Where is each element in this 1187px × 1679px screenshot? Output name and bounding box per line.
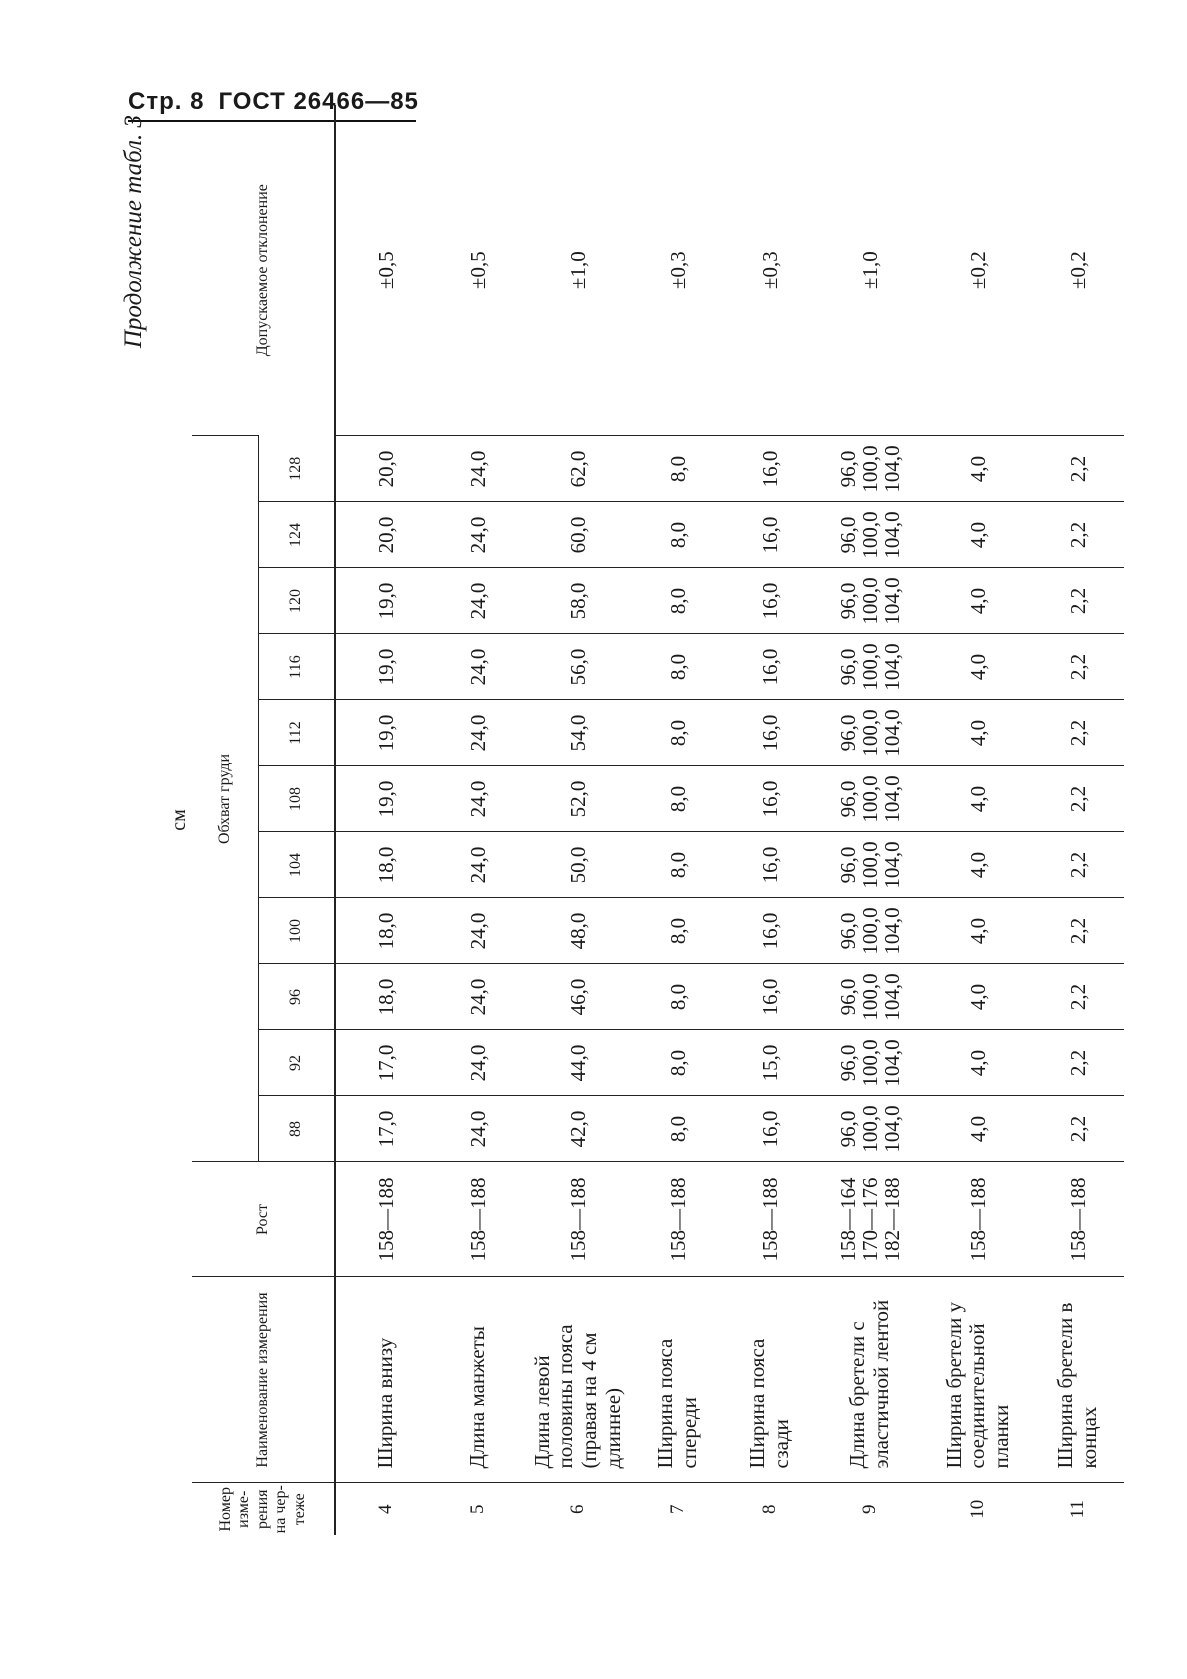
chest-value: 24,0 xyxy=(432,964,524,1030)
chest-size-header: 112 xyxy=(259,700,336,766)
chest-value: 96,0 100,0 104,0 xyxy=(816,766,924,832)
growth-range: 158—188 xyxy=(524,1162,632,1277)
table-row xyxy=(432,105,524,1535)
chest-value: 96,0 100,0 104,0 xyxy=(816,1096,924,1162)
chest-value: 19,0 xyxy=(335,766,432,832)
measurement-name: Ширина внизу xyxy=(335,1277,432,1483)
col-header-deviation: Допускаемое отклонение xyxy=(192,105,335,436)
chest-value: 16,0 xyxy=(724,832,816,898)
chest-value: 4,0 xyxy=(924,1030,1032,1096)
page-number: Стр. 8 xyxy=(128,88,205,115)
table-row xyxy=(724,105,816,1535)
unit-label: см xyxy=(168,809,190,831)
chest-value: 24,0 xyxy=(432,502,524,568)
chest-value: 4,0 xyxy=(924,898,1032,964)
row-number: 5 xyxy=(432,1483,524,1535)
measurement-name: Ширина пояса сзади xyxy=(724,1277,816,1483)
chest-value: 8,0 xyxy=(632,634,724,700)
table-continuation-caption: Продолжение табл. 3 xyxy=(120,115,147,349)
chest-value: 16,0 xyxy=(724,502,816,568)
row-number: 11 xyxy=(1032,1483,1124,1535)
chest-value: 8,0 xyxy=(632,436,724,502)
chest-value: 24,0 xyxy=(432,832,524,898)
chest-value: 2,2 xyxy=(1032,502,1124,568)
chest-size-header: 96 xyxy=(259,964,336,1030)
chest-value: 44,0 xyxy=(524,1030,632,1096)
chest-value: 16,0 xyxy=(724,766,816,832)
chest-value: 8,0 xyxy=(632,568,724,634)
chest-value: 18,0 xyxy=(335,832,432,898)
chest-size-header: 120 xyxy=(259,568,336,634)
chest-value: 8,0 xyxy=(632,700,724,766)
growth-range: 158—188 xyxy=(335,1162,432,1277)
chest-size-header: 116 xyxy=(259,634,336,700)
growth-range: 158—164 170—176 182—188 xyxy=(816,1162,924,1277)
table-body xyxy=(335,105,1124,1535)
chest-value: 20,0 xyxy=(335,436,432,502)
table-row xyxy=(632,105,724,1535)
chest-value: 4,0 xyxy=(924,964,1032,1030)
chest-value: 8,0 xyxy=(632,898,724,964)
table-row xyxy=(816,105,924,1535)
chest-value: 2,2 xyxy=(1032,634,1124,700)
chest-value: 96,0 100,0 104,0 xyxy=(816,436,924,502)
chest-size-header: 124 xyxy=(259,502,336,568)
measurements-table xyxy=(192,105,1124,1535)
chest-size-header: 128 xyxy=(259,436,336,502)
chest-value: 2,2 xyxy=(1032,700,1124,766)
chest-value: 52,0 xyxy=(524,766,632,832)
chest-value: 96,0 100,0 104,0 xyxy=(816,568,924,634)
chest-value: 19,0 xyxy=(335,634,432,700)
chest-value: 42,0 xyxy=(524,1096,632,1162)
chest-value: 24,0 xyxy=(432,436,524,502)
chest-value: 58,0 xyxy=(524,568,632,634)
chest-value: 4,0 xyxy=(924,436,1032,502)
chest-value: 4,0 xyxy=(924,634,1032,700)
growth-range: 158—188 xyxy=(632,1162,724,1277)
chest-value: 96,0 100,0 104,0 xyxy=(816,964,924,1030)
row-number: 8 xyxy=(724,1483,816,1535)
growth-range: 158—188 xyxy=(924,1162,1032,1277)
chest-value: 96,0 100,0 104,0 xyxy=(816,634,924,700)
table-header xyxy=(192,105,335,1535)
chest-value: 4,0 xyxy=(924,700,1032,766)
chest-value: 16,0 xyxy=(724,700,816,766)
chest-value: 56,0 xyxy=(524,634,632,700)
growth-range: 158—188 xyxy=(432,1162,524,1277)
chest-value: 96,0 100,0 104,0 xyxy=(816,502,924,568)
standard-code: ГОСТ 26466—85 xyxy=(218,88,419,115)
chest-value: 8,0 xyxy=(632,1030,724,1096)
chest-value: 8,0 xyxy=(632,502,724,568)
chest-value: 50,0 xyxy=(524,832,632,898)
chest-value: 2,2 xyxy=(1032,766,1124,832)
rotated-table-block xyxy=(120,105,1101,1535)
chest-value: 2,2 xyxy=(1032,1096,1124,1162)
chest-value: 2,2 xyxy=(1032,832,1124,898)
chest-value: 54,0 xyxy=(524,700,632,766)
chest-value: 16,0 xyxy=(724,634,816,700)
chest-value: 24,0 xyxy=(432,1096,524,1162)
chest-value: 24,0 xyxy=(432,700,524,766)
chest-value: 8,0 xyxy=(632,964,724,1030)
chest-value: 4,0 xyxy=(924,502,1032,568)
chest-value: 96,0 100,0 104,0 xyxy=(816,832,924,898)
chest-value: 62,0 xyxy=(524,436,632,502)
chest-value: 18,0 xyxy=(335,964,432,1030)
chest-value: 16,0 xyxy=(724,898,816,964)
chest-value: 2,2 xyxy=(1032,568,1124,634)
chest-value: 48,0 xyxy=(524,898,632,964)
col-header-name: Наименование измерения xyxy=(192,1277,335,1483)
chest-value: 24,0 xyxy=(432,1030,524,1096)
col-header-chest: Обхват груди xyxy=(192,436,259,1162)
chest-value: 15,0 xyxy=(724,1030,816,1096)
chest-value: 60,0 xyxy=(524,502,632,568)
measurement-name: Длина левой половины пояса (правая на 4 см длиннее) xyxy=(524,1277,632,1483)
table-row xyxy=(924,105,1032,1535)
allowed-deviation: ±0,3 xyxy=(757,251,782,290)
chest-size-header: 92 xyxy=(259,1030,336,1096)
row-number: 6 xyxy=(524,1483,632,1535)
chest-size-header: 88 xyxy=(259,1096,336,1162)
chest-value: 16,0 xyxy=(724,1096,816,1162)
allowed-deviation: ±1,0 xyxy=(565,251,590,290)
chest-value: 2,2 xyxy=(1032,436,1124,502)
chest-value: 2,2 xyxy=(1032,898,1124,964)
row-number: 4 xyxy=(335,1483,432,1535)
allowed-deviation: ±0,2 xyxy=(965,251,990,290)
chest-value: 24,0 xyxy=(432,766,524,832)
chest-value: 2,2 xyxy=(1032,964,1124,1030)
chest-size-header: 104 xyxy=(259,832,336,898)
chest-value: 17,0 xyxy=(335,1030,432,1096)
measurement-name: Ширина пояса спереди xyxy=(632,1277,724,1483)
chest-value: 4,0 xyxy=(924,832,1032,898)
growth-range: 158—188 xyxy=(724,1162,816,1277)
chest-value: 20,0 xyxy=(335,502,432,568)
chest-value: 96,0 100,0 104,0 xyxy=(816,1030,924,1096)
chest-value: 4,0 xyxy=(924,568,1032,634)
chest-value: 46,0 xyxy=(524,964,632,1030)
chest-value: 19,0 xyxy=(335,700,432,766)
chest-value: 19,0 xyxy=(335,568,432,634)
chest-value: 8,0 xyxy=(632,766,724,832)
table-row xyxy=(335,105,432,1535)
chest-value: 16,0 xyxy=(724,964,816,1030)
chest-value: 2,2 xyxy=(1032,1030,1124,1096)
chest-value: 24,0 xyxy=(432,898,524,964)
measurement-name: Длина манжеты xyxy=(432,1277,524,1483)
chest-size-header: 100 xyxy=(259,898,336,964)
measurement-name: Длина бретели с эластичной лентой xyxy=(816,1277,924,1483)
chest-value: 4,0 xyxy=(924,1096,1032,1162)
measurement-name: Ширина бретели у соединительной планки xyxy=(924,1277,1032,1483)
growth-range: 158—188 xyxy=(1032,1162,1124,1277)
col-header-growth: Рост xyxy=(192,1162,335,1277)
chest-value: 17,0 xyxy=(335,1096,432,1162)
chest-value: 8,0 xyxy=(632,832,724,898)
chest-value: 18,0 xyxy=(335,898,432,964)
row-number: 7 xyxy=(632,1483,724,1535)
chest-value: 16,0 xyxy=(724,568,816,634)
allowed-deviation: ±0,5 xyxy=(373,251,398,290)
chest-value: 8,0 xyxy=(632,1096,724,1162)
row-number: 10 xyxy=(924,1483,1032,1535)
allowed-deviation: ±0,2 xyxy=(1065,251,1090,290)
table-row xyxy=(1032,105,1124,1535)
allowed-deviation: ±1,0 xyxy=(857,251,882,290)
table-row xyxy=(524,105,632,1535)
chest-value: 16,0 xyxy=(724,436,816,502)
chest-value: 4,0 xyxy=(924,766,1032,832)
row-number: 9 xyxy=(816,1483,924,1535)
col-header-number: Номер изме-рения на чер-теже xyxy=(192,1483,335,1535)
chest-value: 24,0 xyxy=(432,634,524,700)
chest-value: 24,0 xyxy=(432,568,524,634)
measurement-name: Ширина бретели в концах xyxy=(1032,1277,1124,1483)
chest-value: 96,0 100,0 104,0 xyxy=(816,898,924,964)
chest-value: 96,0 100,0 104,0 xyxy=(816,700,924,766)
chest-size-header: 108 xyxy=(259,766,336,832)
allowed-deviation: ±0,5 xyxy=(465,251,490,290)
allowed-deviation: ±0,3 xyxy=(665,251,690,290)
